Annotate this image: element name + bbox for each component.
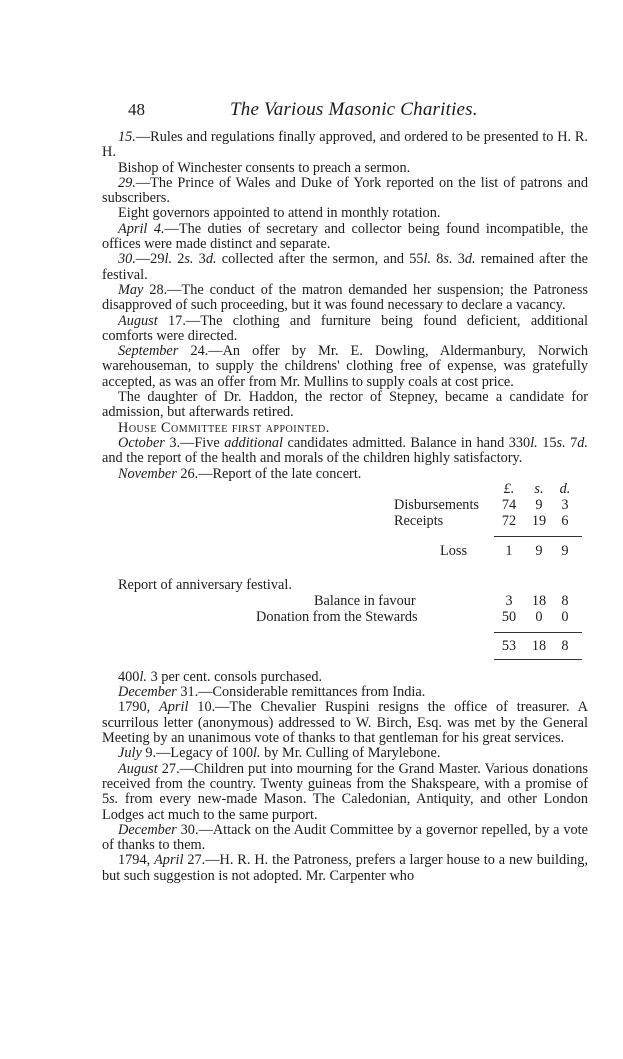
minute-entry: The daughter of Dr. Haddon, the rector of Stepney, became a candidate for admission, but afterwards retired. <box>102 389 588 421</box>
minute-entry: House Committee first appointed. <box>118 419 330 436</box>
amount-pounds: 50 <box>501 608 517 625</box>
total-row <box>102 638 588 656</box>
minute-entry: December 30.—Attack on the Audit Committee by a governor repelled, by a vote of thanks to them. <box>102 821 588 854</box>
report-label: Report of anniversary festival. <box>118 576 292 593</box>
page-header <box>102 98 588 128</box>
minute-entry: July 9.—Legacy of 100l. by Mr. Culling of Marylebone. <box>118 745 441 762</box>
entries-before-accounts <box>102 130 588 482</box>
concert-accounts <box>102 482 588 670</box>
minute-entry: September 24.—An offer by Mr. E. Dowling, Aldermanbury, Norwich warehouseman, to supply the childrens' clothing free of expense, was gratefully accepted, as was an offer from Mr. Mullins to supply coals at cost price. <box>102 343 588 390</box>
receipts-label: Receipts <box>394 512 444 529</box>
amount-pence: 3 <box>561 496 569 513</box>
balance-row <box>102 594 588 610</box>
donation-label: Donation from the Stewards <box>256 608 418 625</box>
body-text <box>102 130 588 884</box>
minute-entry: October 3.—Five additional candidates admitted. Balance in hand 330l. 15s. 7d. and the report of the health and morals of the children highly satisfactory. <box>102 434 589 467</box>
minute-entry: 1790, April 10.—The Chevalier Ruspini resigns the office of treasurer. A scurrilous letter (anonymous) addressed to W. Birch, Esq. was met by the General Meeting by an unanimous vote of thanks to that gentleman for his great services. <box>102 699 588 747</box>
amount-shillings: 18 <box>531 637 547 654</box>
donation-row <box>102 610 588 626</box>
minute-entry: Eight governors appointed to attend in monthly rotation. <box>118 205 441 222</box>
amount-pounds: 74 <box>501 496 517 513</box>
disbursements-label: Disbursements <box>394 496 479 513</box>
minute-entry: November 26.—Report of the late concert. <box>118 465 362 482</box>
amount-pounds: 72 <box>501 512 517 529</box>
report-row <box>102 578 588 594</box>
bottom-rule <box>494 659 582 660</box>
minute-entry: August 17.—The clothing and furniture being found deficient, additional comforts were directed. <box>102 312 588 344</box>
pounds-header: £. <box>503 480 515 497</box>
subtotal-rule <box>494 536 582 537</box>
minute-entry: August 27.—Children put into mourning for the Grand Master. Various donations received from the country. Twenty guineas from the Shakspeare, with a promise of 5s. from every new-made Mason. The Caledonian, Antiquity, and other London Lodges act much to the same purport. <box>102 760 588 823</box>
total-rule <box>494 632 582 633</box>
currency-header-row <box>102 482 588 498</box>
running-title: The Various Masonic Charities. <box>230 99 478 120</box>
receipts-row <box>102 514 588 530</box>
minute-entry: 30.—29l. 2s. 3d. collected after the sermon, and 55l. 8s. 3d. remained after the festival. <box>102 251 589 283</box>
minute-entry: May 28.—The conduct of the matron demanded her suspension; the Patroness disapproved of such proceeding, but it was found necessary to declare a vacancy. <box>102 281 588 314</box>
amount-shillings: 18 <box>531 592 547 609</box>
page-number: 48 <box>128 100 145 119</box>
minute-entry: Bishop of Winchester consents to preach a sermon. <box>118 159 411 176</box>
amount-pence: 8 <box>561 637 569 654</box>
amount-pounds: 3 <box>505 592 513 609</box>
amount-shillings: 9 <box>535 496 543 513</box>
amount-shillings: 9 <box>535 542 543 559</box>
entries-after-accounts <box>102 670 588 884</box>
amount-pence: 0 <box>561 608 569 625</box>
book-page <box>102 98 589 884</box>
amount-pounds: 1 <box>505 542 513 559</box>
disbursements-row <box>102 498 588 514</box>
shillings-header: s. <box>534 480 544 497</box>
loss-row <box>102 542 588 564</box>
minute-entry: 29.—The Prince of Wales and Duke of York reported on the list of patrons and subscribers. <box>102 174 588 207</box>
minute-entry: 400l. 3 per cent. consols purchased. <box>118 668 323 685</box>
amount-shillings: 0 <box>535 608 543 625</box>
amount-pence: 9 <box>561 542 569 559</box>
amount-pence: 6 <box>561 512 569 529</box>
loss-label: Loss <box>440 542 468 559</box>
minute-entry: 15.—Rules and regulations finally approved, and ordered to be presented to H. R. H. <box>102 129 588 161</box>
amount-shillings: 19 <box>531 512 547 529</box>
amount-pence: 8 <box>561 592 569 609</box>
minute-entry: April 4.—The duties of secretary and collector being found incompatible, the offices were made distinct and separate. <box>102 220 589 253</box>
amount-pounds: 53 <box>501 637 517 654</box>
minute-entry: December 31.—Considerable remittances from India. <box>118 684 426 701</box>
pence-header: d. <box>559 480 571 497</box>
minute-entry: 1794, April 27.—H. R. H. the Patroness, prefers a larger house to a new building, but such suggestion is not adopted. Mr. Carpenter who <box>102 852 588 884</box>
balance-label: Balance in favour <box>314 592 416 609</box>
